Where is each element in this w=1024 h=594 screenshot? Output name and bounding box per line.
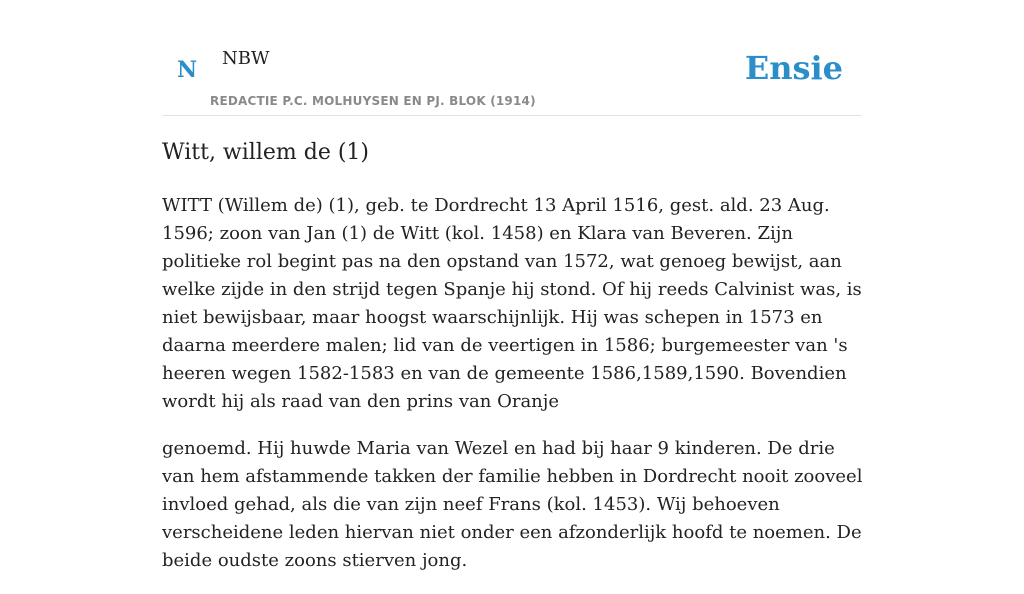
source-logo[interactable]: N: [177, 57, 198, 83]
article-body: [162, 192, 867, 594]
article-title: Witt, willem de (1): [162, 140, 370, 165]
article-paragraph: WITT (Willem de) (1), geb. te Dordrecht 13 April 1516, gest. ald. 23 Aug. 1596; zoon van Jan (1) de Witt (kol. 1458) en Klara van Beveren. Zijn politieke rol begint pas na den opstand van 1572, wat genoeg bewijst, aan welke zijde in den strijd tegen Spanje hij stond. Of hij reeds Calvinist was, is niet bewijsbaar, maar hoogst waarschijnlijk. Hij was schepen in 1573 en daarna meerdere malen; lid van de veertigen in 1586; burgemeester van 's heeren wegen 1582-1583 en van de gemeente 1586,1589,1590. Bovendien wordt hij als raad van den prins van Oranje: [162, 195, 862, 412]
site-header: [162, 40, 862, 116]
article-paragraph: genoemd. Hij huwde Maria van Wezel en had bij haar 9 kinderen. De drie van hem afstammende takken der familie hebben in Dordrecht nooit zooveel invloed gehad, als die van zijn neef Frans (kol. 1453). Wij behoeven verscheidene leden hiervan niet onder een afzonderlijk hoofd te noemen. De beide oudste zoons stierven jong.: [162, 438, 863, 571]
brand-logo-link[interactable]: Ensie: [744, 49, 843, 87]
source-editors: REDACTIE P.C. MOLHUYSEN EN PJ. BLOK (1914): [210, 94, 536, 108]
source-name[interactable]: NBW: [222, 48, 270, 69]
